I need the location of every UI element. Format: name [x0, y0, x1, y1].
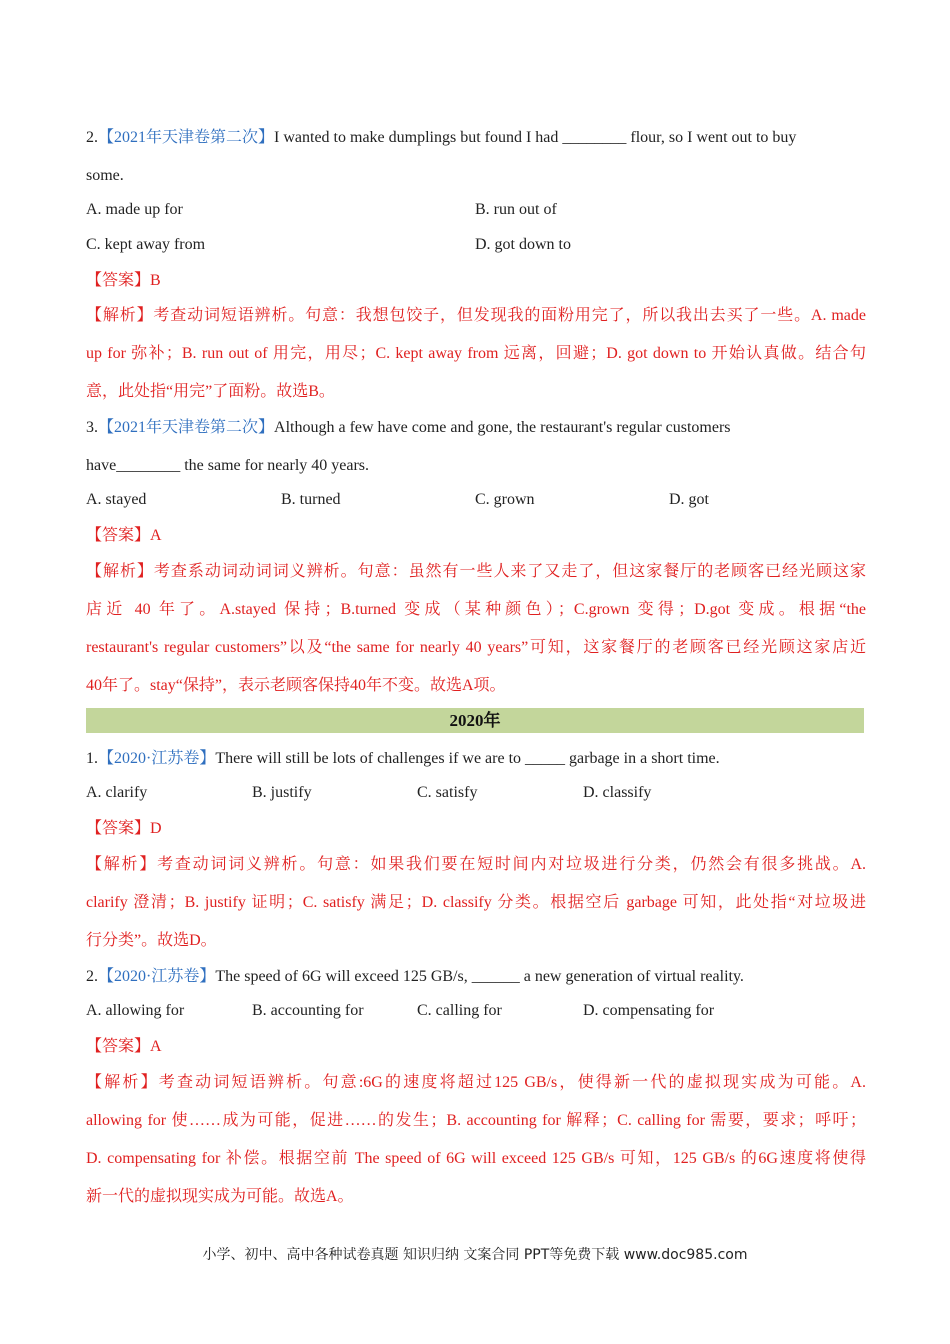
option-d: D. got — [669, 491, 709, 508]
option-d: D. got down to — [475, 236, 571, 253]
option-d: D. compensating for — [583, 1002, 715, 1019]
explanation-line: up for 弥补；B. run out of 用完，用尽；C. kept away from 远离，回避；D. got down to 开始认真做。结合句 — [86, 345, 866, 362]
question-text: Although a few have come and gone, the restaurant's regular customers — [274, 419, 731, 436]
option-a: A. made up for — [86, 201, 183, 218]
option-c: C. kept away from — [86, 236, 206, 253]
option-a: A. clarify — [86, 784, 148, 801]
question-source: 【2020·江苏卷】 — [98, 750, 216, 767]
explanation-line: D. compensating for 补偿。根据空前 The speed of 6G will exceed 125 GB/s 可知，125 GB/s 的6G速度将使得 — [86, 1150, 866, 1167]
question-text: The speed of 6G will exceed 125 GB/s, ______ a new generation of virtual reality. — [215, 968, 744, 985]
answer: 【答案】A — [86, 527, 162, 544]
question-text: There will still be lots of challenges if we are to _____ garbage in a short time. — [215, 750, 720, 767]
explanation-line: 【解析】考查动词短语辨析。句意：我想包饺子，但发现我的面粉用完了，所以我出去买了一些。A. made — [86, 307, 866, 324]
answer: 【答案】D — [86, 820, 162, 837]
question-text-cont: some. — [86, 167, 124, 184]
question-stem — [86, 128, 866, 148]
question-source: 【2021年天津卷第二次】 — [98, 129, 275, 146]
question-stem — [86, 967, 866, 987]
answer: 【答案】A — [86, 1038, 162, 1055]
option-d: D. classify — [583, 784, 652, 801]
option-b: B. accounting for — [252, 1002, 364, 1019]
question-number: 3. — [86, 419, 98, 436]
option-a: A. stayed — [86, 491, 147, 508]
option-b: B. turned — [281, 491, 341, 508]
explanation-line: 行分类”。故选D。 — [86, 932, 217, 949]
question-number: 2. — [86, 968, 98, 985]
option-b: B. run out of — [475, 201, 557, 218]
question-text-cont: have________ the same for nearly 40 years. — [86, 457, 370, 474]
option-a: A. allowing for — [86, 1002, 185, 1019]
explanation-line: 【解析】考查动词短语辨析。句意:6G的速度将超过125 GB/s，使得新一代的虚拟现实成为可能。A. — [86, 1074, 866, 1091]
explanation-line: restaurant's regular customers”以及“the same for nearly 40 years”可知，这家餐厅的老顾客已经光顾这家店近 — [86, 639, 866, 656]
answer: 【答案】B — [86, 272, 161, 289]
question-stem — [86, 749, 866, 769]
year-heading: 2020年 — [86, 708, 864, 733]
question-source: 【2020·江苏卷】 — [98, 968, 216, 985]
question-stem — [86, 418, 866, 438]
explanation-line: 40年了。stay“保持”，表示老顾客保持40年不变。故选A项。 — [86, 677, 506, 694]
explanation-line: 【解析】考查动词词义辨析。句意：如果我们要在短时间内对垃圾进行分类，仍然会有很多挑战。A. — [86, 856, 866, 873]
question-number: 1. — [86, 750, 98, 767]
question-number: 2. — [86, 129, 98, 146]
explanation-line: 店近 40 年了。A.stayed 保持；B.turned 变成（某种颜色）；C.grown 变得；D.got 变成。根据“the — [86, 601, 866, 618]
explanation-line: 【解析】考查系动词动词词义辨析。句意：虽然有一些人来了又走了，但这家餐厅的老顾客已经光顾这家 — [86, 563, 866, 580]
option-c: C. calling for — [417, 1002, 502, 1019]
explanation-line: 意，此处指“用完”了面粉。故选B。 — [86, 383, 335, 400]
page-footer: 小学、初中、高中各种试卷真题 知识归纳 文案合同 PPT等免费下载 www.doc985.com — [202, 1247, 748, 1263]
question-source: 【2021年天津卷第二次】 — [98, 419, 275, 436]
explanation-line: clarify 澄清；B. justify 证明；C. satisfy 满足；D. classify 分类。根据空后 garbage 可知，此处指“对垃圾进 — [86, 894, 866, 911]
option-c: C. grown — [475, 491, 535, 508]
explanation-line: 新一代的虚拟现实成为可能。故选A。 — [86, 1188, 354, 1205]
question-text: I wanted to make dumplings but found I had ________ flour, so I went out to buy — [274, 129, 797, 146]
option-c: C. satisfy — [417, 784, 478, 801]
option-b: B. justify — [252, 784, 312, 801]
explanation-line: allowing for 使……成为可能，促进……的发生；B. accounting for 解释；C. calling for 需要，要求；呼吁； — [86, 1112, 866, 1129]
